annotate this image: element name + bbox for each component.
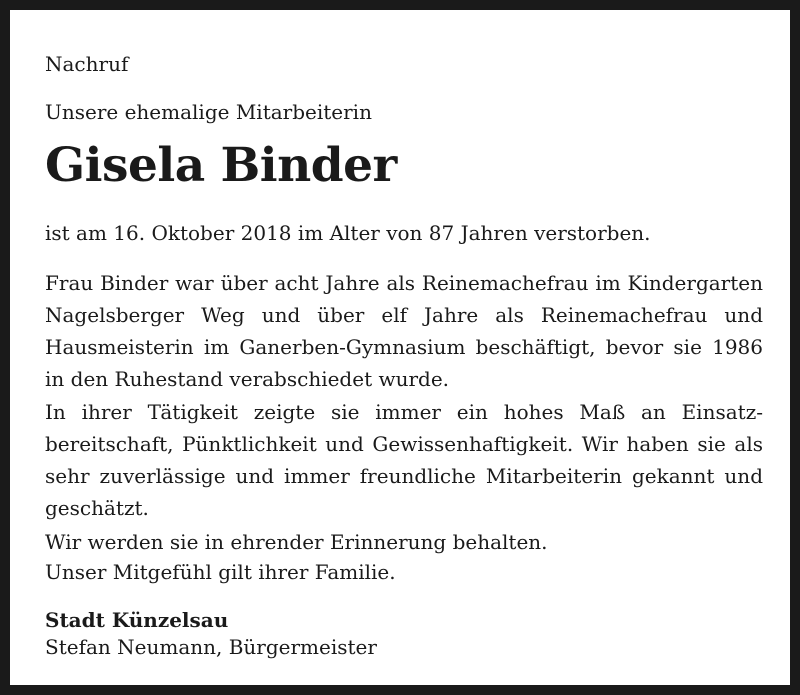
tribute-paragraph: In ihrer Tätigkeit zeigte sie immer ein hohes Maß an Einsatzbereitschaft, Pünktlichkeit und Gewissenhaftigkeit. Wir haben sie als sehr zuverlässige und immer freundliche Mitarbeiterin gekannt und geschätzt. (45, 400, 763, 520)
notice-intro: Unsere ehemalige Mitarbeiterin (45, 100, 372, 124)
closing-line-condolence: Unser Mitgefühl gilt ihrer Familie. (45, 560, 396, 584)
death-statement: ist am 16. Oktober 2018 im Alter von 87 Jahren verstorben. (45, 221, 651, 245)
closing-line-remembrance: Wir werden sie in ehrender Erinnerung behalten. (45, 530, 548, 554)
signature-organization: Stadt Künzelsau (45, 608, 229, 632)
career-paragraph: Frau Binder war über acht Jahre als Reinemachefrau im Kindergarten Nagelsberger Weg und über elf Jahre als Reinemachefrau und Hausmeisterin im Ganerben-Gymnasium beschäftigt, bevor sie 1986 in den Ruhestand verabschiedet wurde. (45, 271, 763, 391)
signature-person: Stefan Neumann, Bürgermeister (45, 635, 377, 659)
notice-heading: Nachruf (45, 52, 129, 76)
deceased-name: Gisela Binder (45, 138, 397, 193)
